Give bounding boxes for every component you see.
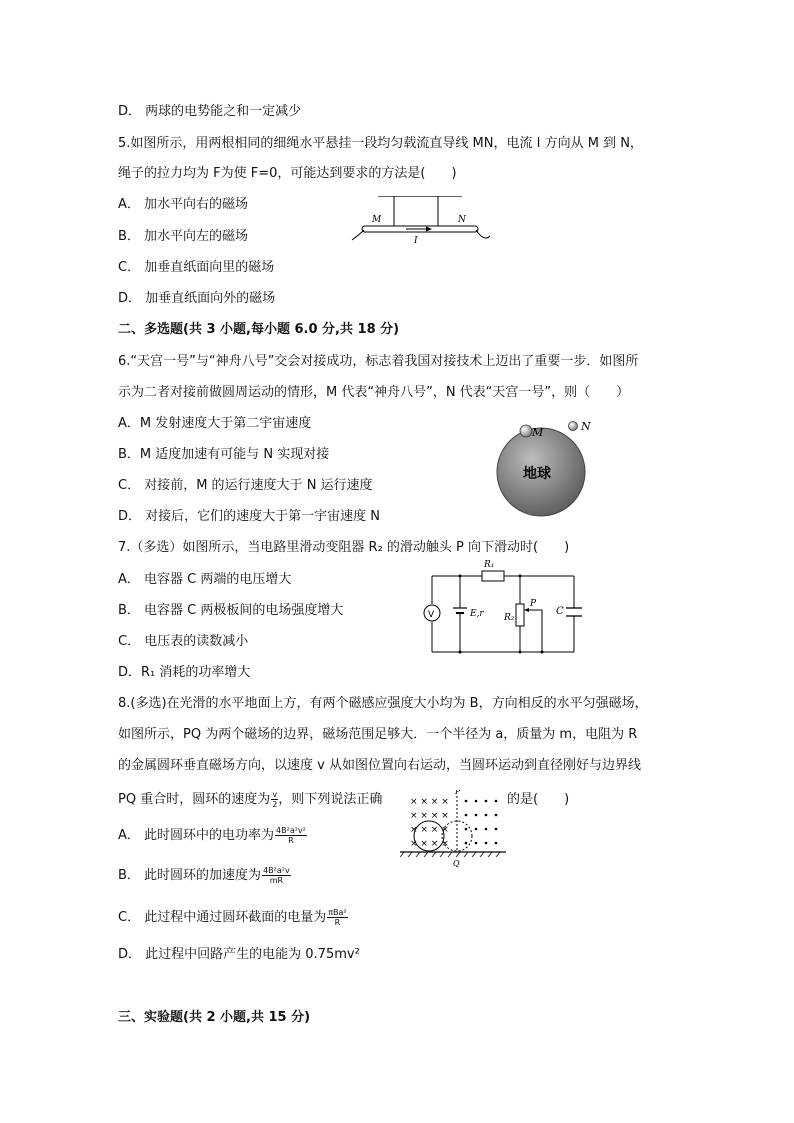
- q8-option-c-text: C． 此过程中通过圆环截面的电量为: [118, 910, 327, 925]
- q6-option-c: C． 对接前，M 的运行速度大于 N 运行速度: [118, 478, 373, 493]
- q6-label-n: N: [581, 420, 591, 433]
- q8-option-c-fraction: [327, 908, 347, 927]
- q8-stem-line3: 的金属圆环垂直磁场方向，以速度 v 从如图位置向右运动，当圆环运动到直径刚好与边界线: [118, 758, 641, 773]
- q7-circuit-figure: [420, 556, 590, 660]
- q5-wire-figure: [350, 196, 490, 246]
- q8-option-a: [118, 826, 307, 846]
- q5-label-m: M: [372, 215, 382, 225]
- q7-option-b: B． 电容器 C 两极板间的电场强度增大: [118, 603, 344, 618]
- q8-field-dots: [465, 800, 498, 845]
- q7-option-a: A． 电容器 C 两端的电压增大: [118, 572, 292, 587]
- q5-option-b: B． 加水平向左的磁场: [118, 229, 249, 244]
- q7-label-c: C: [556, 606, 564, 617]
- q8-speed-num: v: [272, 790, 278, 799]
- q8-option-b-text: B． 此时圆环的加速度为: [118, 868, 262, 883]
- section2-title: 二、多选题(共 3 小题,每小题 6.0 分,共 18 分): [118, 322, 400, 337]
- q6-earth-figure: [492, 412, 602, 522]
- q8-option-c-num: πBa²: [328, 908, 347, 917]
- q5-option-a: A． 加水平向右的磁场: [118, 197, 249, 212]
- q5-label-n: N: [458, 215, 466, 225]
- q7-label-p: P: [530, 599, 537, 609]
- q4-option-d: D． 两球的电势能之和一定减少: [118, 104, 302, 119]
- svg-text:× × × ×: × × × ×: [410, 825, 449, 835]
- q8-stem4-c: 的是( ): [507, 792, 570, 807]
- q6-option-a: A．M 发射速度大于第二宇宙速度: [118, 416, 312, 431]
- q7-label-v: V: [428, 610, 435, 620]
- q8-option-c-den: R: [334, 918, 341, 927]
- svg-text:× × × ×: × × × ×: [410, 839, 449, 849]
- q6-stem-line2: 示为二者对接前做圆周运动的情形，M 代表“神舟八号”，N 代表“天宫一号”，则（ ）: [118, 385, 630, 400]
- section3-title: 三、实验题(共 2 小题,共 15 分): [118, 1010, 311, 1025]
- q7-label-r2: R₂: [504, 613, 515, 623]
- q5-option-d: D． 加垂直纸面向外的磁场: [118, 291, 276, 306]
- q8-option-b: [118, 866, 291, 886]
- q6-label-m: M: [532, 426, 544, 439]
- q5-stem-line1: 5.如图所示，用两根相同的细绳水平悬挂一段均匀载流直导线 MN，电流 I 方向从 M 到 N，: [118, 136, 643, 151]
- q6-option-d: D． 对接后，它们的速度大于第一宇宙速度 N: [118, 509, 380, 524]
- svg-text:× × × ×: × × × ×: [410, 811, 449, 821]
- satellite-m: [520, 425, 532, 437]
- q8-option-c: [118, 908, 348, 928]
- earth-label: 地球: [523, 466, 551, 482]
- q7-option-d: D．R₁ 消耗的功率增大: [118, 665, 251, 680]
- q8-stem4-a: PQ 重合时，圆环的速度为: [118, 792, 271, 807]
- q8-stem-line1: 8.(多选)在光滑的水平地面上方，有两个磁感应强度大小均为 B，方向相反的水平匀强磁场，: [118, 696, 648, 711]
- q6-stem-line1: 6.“天宫一号”与“神舟八号”交会对接成功，标志着我国对接技术上迈出了重要一步．如图所: [118, 354, 639, 369]
- q8-stem4-b: ，则下列说法正确: [278, 792, 383, 807]
- q6-option-b: B．M 适度加速有可能与 N 实现对接: [118, 447, 330, 462]
- q8-stem-line2: 如图所示，PQ 为两个磁场的边界，磁场范围足够大．一个半径为 a，质量为 m，电阻为 R: [118, 727, 638, 742]
- q8-option-a-num: 4B²a²v²: [276, 826, 306, 835]
- q7-label-er: E,r: [470, 609, 484, 619]
- q8-speed-den: 2: [272, 800, 278, 809]
- q8-option-a-den: R: [288, 836, 294, 845]
- q7-label-r1: R₁: [484, 560, 495, 570]
- satellite-n: [569, 422, 578, 431]
- q7-option-c: C． 电压表的读数减小: [118, 634, 249, 649]
- q5-option-c: C． 加垂直纸面向里的磁场: [118, 260, 275, 275]
- q8-option-b-fraction: [262, 866, 291, 885]
- q8-option-b-num: 4B²a²v: [263, 866, 290, 875]
- q8-stem-line4: [118, 790, 382, 810]
- q5-stem-line2: 绳子的拉力均为 F为使 F=0，可能达到要求的方法是( ): [118, 166, 457, 181]
- q8-field-figure: [400, 790, 510, 870]
- q8-label-p: P: [455, 790, 461, 796]
- q8-label-q: Q: [453, 859, 460, 868]
- svg-text:× × × ×: × × × ×: [410, 797, 449, 807]
- q5-label-i: I: [414, 236, 418, 246]
- q7-stem: 7.（多选）如图所示，当电路里滑动变阻器 R₂ 的滑动触头 P 向下滑动时( ): [118, 540, 570, 555]
- q8-option-b-den: mR: [269, 876, 284, 885]
- q8-option-a-fraction: [275, 826, 307, 845]
- q8-option-a-text: A． 此时圆环中的电功率为: [118, 828, 275, 843]
- q8-option-d: D． 此过程中回路产生的电能为 0.75mv²: [118, 947, 360, 962]
